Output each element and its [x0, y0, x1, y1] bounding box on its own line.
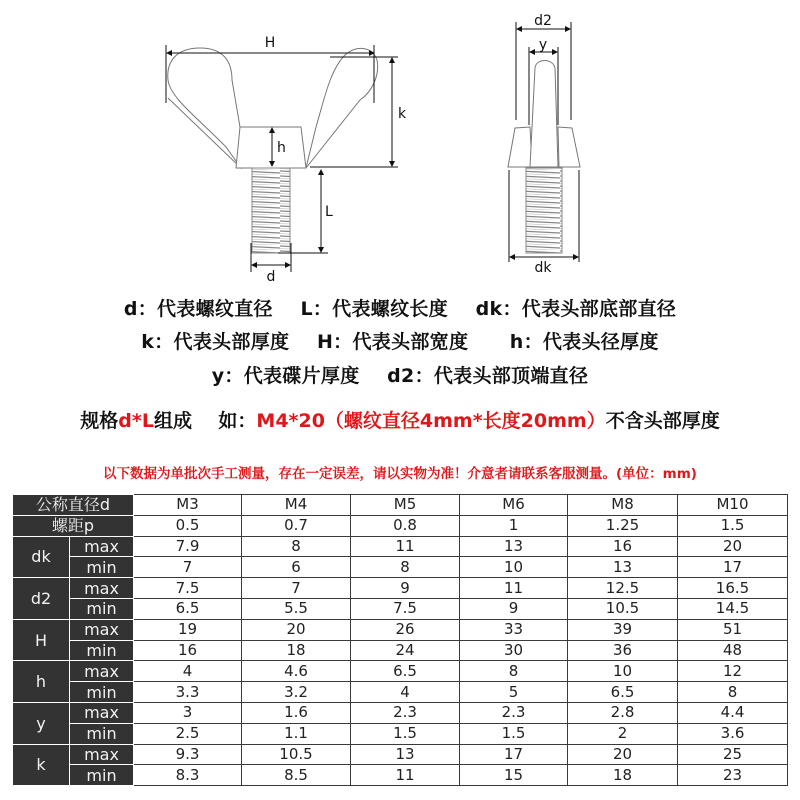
- spec-suffix: 组成 如：: [153, 410, 257, 432]
- pitch-cell: 1.5: [678, 515, 788, 536]
- label-d: d: [266, 269, 276, 285]
- value-cell: 11: [460, 578, 568, 599]
- value-cell: 7.9: [134, 536, 242, 557]
- label-h: h: [277, 140, 286, 156]
- value-cell: 9: [460, 598, 568, 619]
- max-label: max: [70, 536, 134, 557]
- value-cell: 17: [460, 744, 568, 765]
- dimension-label: k: [13, 744, 70, 786]
- table-row: [13, 578, 788, 599]
- value-cell: 7.5: [351, 598, 460, 619]
- value-cell: 12.5: [568, 578, 678, 599]
- value-cell: 8: [678, 682, 788, 703]
- min-label: min: [70, 640, 134, 661]
- table-row: [13, 723, 788, 744]
- value-cell: 15: [460, 765, 568, 786]
- pitch-cell: 0.5: [134, 515, 242, 536]
- pitch-label: 螺距p: [13, 515, 134, 536]
- value-cell: 11: [351, 765, 460, 786]
- value-cell: 20: [678, 536, 788, 557]
- value-cell: 7.5: [134, 578, 242, 599]
- value-cell: 16: [568, 536, 678, 557]
- value-cell: 39: [568, 619, 678, 640]
- table-row: [13, 536, 788, 557]
- wing-screw-diagram: [0, 0, 800, 290]
- value-cell: 18: [568, 765, 678, 786]
- value-cell: 10: [460, 557, 568, 578]
- table-row: [13, 702, 788, 723]
- value-cell: 8.3: [134, 765, 242, 786]
- value-cell: 9: [351, 578, 460, 599]
- label-d2: d2: [534, 13, 552, 29]
- value-cell: 13: [568, 557, 678, 578]
- table-row: [13, 598, 788, 619]
- side-view: [508, 61, 580, 254]
- value-cell: 33: [460, 619, 568, 640]
- value-cell: 10.5: [242, 744, 351, 765]
- legend-line-1: d：代表螺纹直径 L：代表螺纹长度 dk：代表头部底部直径: [123, 298, 677, 320]
- value-cell: 2.3: [460, 702, 568, 723]
- spec-example: M4*20（螺纹直径4mm*长度20mm）: [256, 410, 606, 432]
- value-cell: 2.3: [351, 702, 460, 723]
- value-cell: 18: [242, 640, 351, 661]
- value-cell: 1.5: [460, 723, 568, 744]
- min-label: min: [70, 598, 134, 619]
- value-cell: 6.5: [351, 661, 460, 682]
- value-cell: 1.1: [242, 723, 351, 744]
- label-k: k: [398, 106, 407, 122]
- pitch-cell: 1.25: [568, 515, 678, 536]
- value-cell: 6.5: [134, 598, 242, 619]
- value-cell: 51: [678, 619, 788, 640]
- spec-tail: 不含头部厚度: [605, 410, 720, 432]
- spec-table: [12, 494, 788, 786]
- dimension-label: dk: [13, 536, 70, 578]
- value-cell: 7: [134, 557, 242, 578]
- legend-line-3: y：代表碟片厚度 d2：代表头部顶端直径: [211, 365, 589, 387]
- spec-prefix: 规格: [80, 410, 119, 432]
- size-cell: M6: [460, 495, 568, 516]
- value-cell: 5.5: [242, 598, 351, 619]
- value-cell: 4.6: [242, 661, 351, 682]
- spec-formula: d*L: [118, 410, 154, 432]
- max-label: max: [70, 702, 134, 723]
- value-cell: 25: [678, 744, 788, 765]
- pitch-cell: 0.7: [242, 515, 351, 536]
- value-cell: 3.6: [678, 723, 788, 744]
- max-label: max: [70, 744, 134, 765]
- value-cell: 19: [134, 619, 242, 640]
- value-cell: 1.6: [242, 702, 351, 723]
- size-cell: M10: [678, 495, 788, 516]
- value-cell: 11: [351, 536, 460, 557]
- dimension-label: d2: [13, 578, 70, 620]
- value-cell: 13: [351, 744, 460, 765]
- max-label: max: [70, 661, 134, 682]
- table-row: [13, 682, 788, 703]
- value-cell: 26: [351, 619, 460, 640]
- min-label: min: [70, 765, 134, 786]
- max-label: max: [70, 578, 134, 599]
- value-cell: 16: [134, 640, 242, 661]
- table-row: [13, 619, 788, 640]
- measurement-note: 以下数据为单批次手工测量，存在一定误差，请以实物为准！介意者请联系客服测量。(单位：mm): [103, 466, 697, 482]
- value-cell: 9.3: [134, 744, 242, 765]
- value-cell: 5: [460, 682, 568, 703]
- table-row: [13, 744, 788, 765]
- value-cell: 14.5: [678, 598, 788, 619]
- value-cell: 7: [242, 578, 351, 599]
- dimension-label: y: [13, 702, 70, 744]
- label-y: y: [538, 37, 548, 53]
- size-cell: M4: [242, 495, 351, 516]
- value-cell: 36: [568, 640, 678, 661]
- table-row: [13, 640, 788, 661]
- value-cell: 3.3: [134, 682, 242, 703]
- value-cell: 16.5: [678, 578, 788, 599]
- min-label: min: [70, 682, 134, 703]
- min-label: min: [70, 557, 134, 578]
- size-cell: M3: [134, 495, 242, 516]
- table-row: [13, 557, 788, 578]
- label-H: H: [264, 35, 276, 51]
- value-cell: 24: [351, 640, 460, 661]
- table-row: [13, 661, 788, 682]
- value-cell: 2: [568, 723, 678, 744]
- value-cell: 30: [460, 640, 568, 661]
- value-cell: 4.4: [678, 702, 788, 723]
- value-cell: 1.5: [351, 723, 460, 744]
- table-row: [13, 765, 788, 786]
- pitch-row: [13, 515, 788, 536]
- value-cell: 13: [460, 536, 568, 557]
- legend-line-2: k：代表头部厚度 H：代表头部宽度 h：代表头径厚度: [141, 331, 659, 353]
- size-cell: M5: [351, 495, 460, 516]
- value-cell: 10.5: [568, 598, 678, 619]
- front-view: [168, 48, 378, 253]
- value-cell: 2.5: [134, 723, 242, 744]
- value-cell: 3: [134, 702, 242, 723]
- value-cell: 12: [678, 661, 788, 682]
- max-label: max: [70, 619, 134, 640]
- value-cell: 4: [351, 682, 460, 703]
- value-cell: 8: [242, 536, 351, 557]
- value-cell: 6.5: [568, 682, 678, 703]
- value-cell: 6: [242, 557, 351, 578]
- value-cell: 8: [460, 661, 568, 682]
- value-cell: 23: [678, 765, 788, 786]
- value-cell: 3.2: [242, 682, 351, 703]
- min-label: min: [70, 723, 134, 744]
- value-cell: 4: [134, 661, 242, 682]
- pitch-cell: 0.8: [351, 515, 460, 536]
- dimension-label: h: [13, 661, 70, 703]
- value-cell: 17: [678, 557, 788, 578]
- label-dk: dk: [534, 260, 552, 276]
- value-cell: 2.8: [568, 702, 678, 723]
- value-cell: 20: [242, 619, 351, 640]
- value-cell: 20: [568, 744, 678, 765]
- value-cell: 10: [568, 661, 678, 682]
- value-cell: 8: [351, 557, 460, 578]
- label-L: L: [325, 204, 333, 220]
- pitch-cell: 1: [460, 515, 568, 536]
- table-header-row: [13, 495, 788, 516]
- value-cell: 48: [678, 640, 788, 661]
- size-cell: M8: [568, 495, 678, 516]
- header-label: 公称直径d: [13, 495, 134, 516]
- spec-line: [0, 406, 800, 433]
- dimension-label: H: [13, 619, 70, 661]
- value-cell: 8.5: [242, 765, 351, 786]
